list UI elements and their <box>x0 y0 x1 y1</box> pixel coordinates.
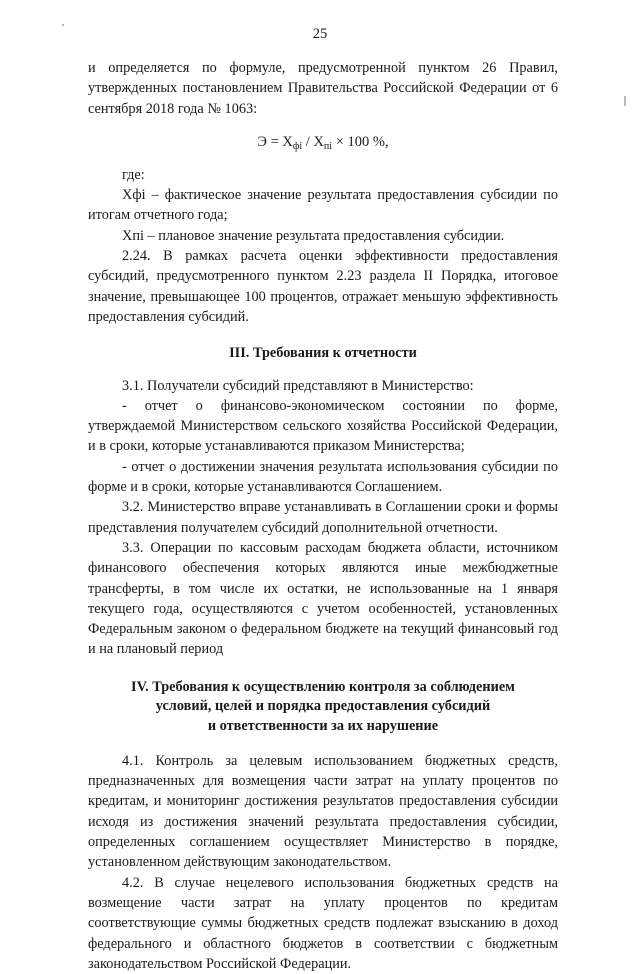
formula-mid: / Х <box>302 133 324 150</box>
corner-pen-mark: ' <box>62 22 64 34</box>
edge-scan-artifact <box>624 96 626 106</box>
formula-subscript-2: пi <box>323 140 333 152</box>
formula-subscript-1: фi <box>292 140 303 152</box>
paragraph-hfi: Хфi – фактическое значение результата предоставления субсидии по итогам отчетного года; <box>88 187 558 224</box>
paragraph-3-3: 3.3. Операции по кассовым расходам бюджета области, источником финансового обеспечения которых являются иные межбюджетные трансферты, в том числе их остатки, не использованные на 1 января текущего года, осуществляются с учетом особенностей, установленных Федеральным законом о федеральном бюджете на текущий финансовый год и на плановый период <box>88 539 558 658</box>
paragraph-3-1-item-a: - отчет о финансово-экономическом состоянии по форме, утверждаемой Министерством сельского хозяйства Российской Федерации, и в сроки, которые устанавливаются приказом Министерства; <box>88 397 558 455</box>
heading-section-3: III. Требования к отчетности <box>229 345 417 362</box>
heading-section-4-line-3: и ответственности за их нарушение <box>207 718 439 735</box>
heading-section-4-line-1: IV. Требования к осуществлению контроля за соблюдением <box>131 678 515 695</box>
paragraph-gde: где: <box>122 166 145 183</box>
formula-tail: × 100 %, <box>332 133 389 150</box>
paragraph-hni: Хпi – плановое значение результата предоставления субсидии. <box>122 227 505 244</box>
heading-section-4-line-2: условий, целей и порядка предоставления субсидий <box>155 698 491 715</box>
paragraph-formula-intro: и определяется по формуле, предусмотренной пунктом 26 Правил, утвержденных постановлением Правительства Российской Федерации от 6 сентября 2018 года № 1063: <box>88 60 558 117</box>
heading-section-4 <box>88 678 558 737</box>
document-body <box>88 58 558 974</box>
formula-line <box>88 132 558 154</box>
formula-lead: Э = Х <box>257 133 293 150</box>
paragraph-3-1: 3.1. Получатели субсидий представляют в Министерство: <box>122 377 474 394</box>
paragraph-4-1: 4.1. Контроль за целевым использованием бюджетных средств, предназначенных для возмещения части затрат на уплату процентов по кредитам, и мониторинг достижения результатов предоставления субсидии исходя из достижения значений результата предоставления субсидии, определенных соглашением осуществляет Министерство в порядке, установленном действующим законодательством. <box>88 752 558 871</box>
paragraph-2-24: 2.24. В рамках расчета оценки эффективности предоставления субсидий, предусмотренного пунктом 2.23 раздела II Порядка, итоговое значение, превышающее 100 процентов, отражает меньшую эффективность предоставления субсидий. <box>88 248 558 325</box>
paragraph-3-1-item-b: - отчет о достижении значения результата использования субсидии по форме и в сроки, которые устанавливаются Соглашением. <box>88 458 558 496</box>
paragraph-3-2: 3.2. Министерство вправе устанавливать в Соглашении сроки и формы представления получателем субсидий дополнительной отчетности. <box>88 499 558 536</box>
paragraph-4-2: 4.2. В случае нецелевого использования бюджетных средств на возмещение части затрат на уплату процентов по кредитам соответствующие суммы бюджетных средств подлежат взысканию в доход федерального и областного бюджетов в соответствии с бюджетным законодательством Российской Федерации. <box>88 874 558 972</box>
page-number: 25 <box>312 26 328 42</box>
